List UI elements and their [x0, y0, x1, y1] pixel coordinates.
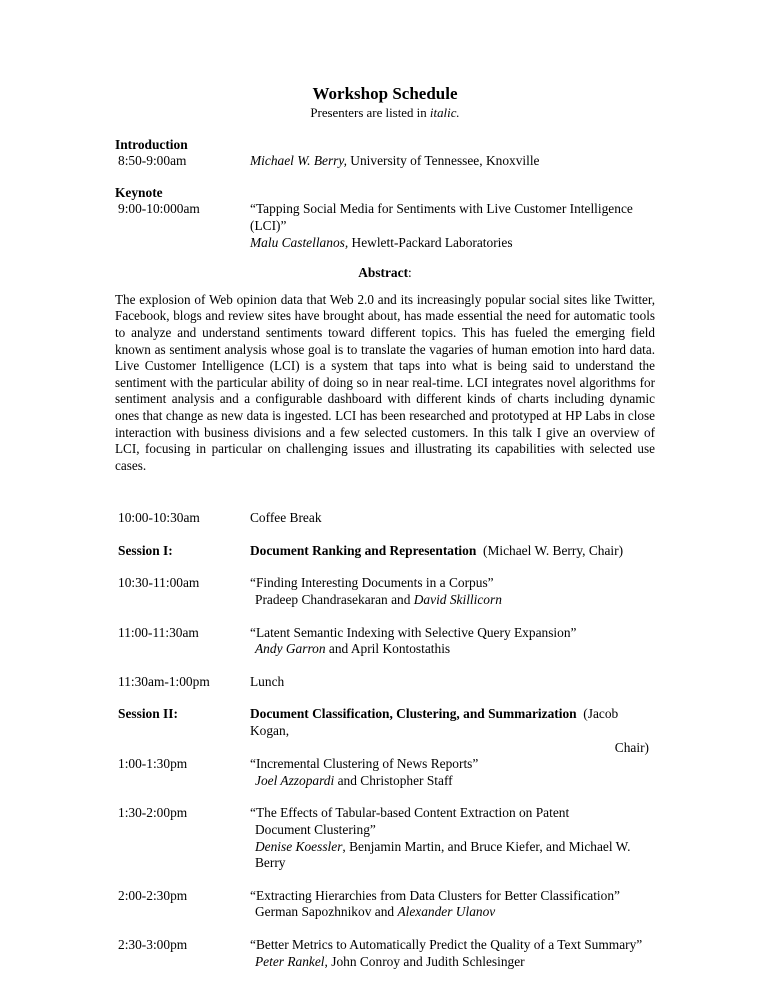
talk-desc — [250, 575, 655, 608]
introduction-heading: Introduction — [115, 136, 188, 152]
abstract-heading — [115, 265, 655, 282]
session-1-desc — [250, 543, 655, 560]
coffee-break-row — [115, 510, 655, 527]
session-2-title: Document Classification, Clustering, and Summarization — [250, 706, 577, 722]
authors-regular: and April Kontostathis — [325, 641, 451, 657]
talk-authors — [250, 954, 655, 971]
talk-time: 11:00-11:30am — [118, 624, 199, 640]
keynote-time: 9:00-10:000am — [118, 201, 200, 217]
lunch-label: Lunch — [250, 673, 285, 689]
speaker-affiliation: Hewlett-Packard Laboratories — [348, 234, 513, 250]
subtitle-italic-word: italic. — [429, 106, 460, 120]
session-1-title: Document Ranking and Representation — [250, 542, 477, 558]
authors-regular: , Benjamin Martin, and Bruce Kiefer, and Michael W. Berry — [255, 838, 631, 871]
talk-time: 2:00-2:30pm — [118, 887, 188, 903]
page-title: Workshop Schedule — [312, 84, 458, 103]
session-1-row — [115, 543, 655, 560]
talk-authors — [250, 839, 655, 872]
abstract-heading-word: Abstract — [358, 265, 409, 281]
authors-regular: German Sapozhnikov and — [255, 904, 398, 920]
talk-time: 10:30-11:00am — [118, 575, 200, 591]
coffee-break-label: Coffee Break — [250, 510, 322, 526]
introduction-desc — [250, 153, 655, 170]
coffee-break-time: 10:00-10:30am — [118, 510, 200, 526]
talk-desc — [250, 625, 655, 658]
talk-desc — [250, 888, 655, 921]
talk-title: “The Effects of Tabular-based Content Extraction on Patent — [250, 805, 570, 821]
session-2-row — [115, 706, 655, 756]
talk-authors — [250, 592, 655, 609]
talk-title: “Finding Interesting Documents in a Corpus” — [250, 575, 494, 591]
talk-time: 1:00-1:30pm — [118, 756, 188, 772]
abstract-heading-colon: : — [408, 265, 412, 281]
talk-time: 1:30-2:00pm — [118, 805, 188, 821]
talk-row — [115, 575, 655, 608]
author-presenter-italic: Andy Garron — [255, 641, 326, 657]
subtitle — [115, 105, 655, 122]
keynote-speaker-line — [250, 235, 655, 252]
talk-authors — [250, 641, 655, 658]
talk-title: “Incremental Clustering of News Reports” — [250, 756, 479, 772]
talk-row — [115, 756, 655, 789]
speaker-name-italic: Michael W. Berry, — [250, 153, 347, 169]
talk-authors — [250, 904, 655, 921]
authors-regular: and Christopher Staff — [334, 772, 453, 788]
session-2-chair: (Jacob Kogan, — [250, 706, 622, 739]
lunch-row — [115, 674, 655, 691]
author-presenter-italic: Joel Azzopardi — [255, 772, 335, 788]
talk-desc — [250, 805, 655, 871]
introduction-row — [115, 153, 655, 170]
talk-title-continued: Document Clustering” — [255, 822, 376, 837]
author-presenter-italic: Peter Rankel — [255, 953, 325, 969]
session-2-desc — [250, 706, 655, 756]
keynote-talk-title: “Tapping Social Media for Sentiments with Live Customer Intelligence (LCI)” — [250, 201, 633, 233]
talk-title: “Better Metrics to Automatically Predict the Quality of a Text Summary” — [250, 936, 643, 952]
speaker-affiliation: University of Tennessee, Knoxville — [346, 153, 540, 169]
author-presenter-italic: Alexander Ulanov — [397, 904, 496, 920]
keynote-desc — [250, 201, 655, 251]
authors-regular: Pradeep Chandrasekaran and — [255, 592, 414, 608]
talk-time: 2:30-3:00pm — [118, 936, 188, 952]
authors-regular: , John Conroy and Judith Schlesinger — [324, 953, 525, 969]
talk-row — [115, 805, 655, 871]
lunch-time: 11:30am-1:00pm — [118, 673, 210, 689]
session-1-chair: (Michael W. Berry, Chair) — [476, 542, 624, 558]
introduction-time: 8:50-9:00am — [118, 153, 187, 169]
speaker-name-italic: Malu Castellanos, — [250, 234, 349, 250]
session-2-title-line — [250, 706, 655, 739]
session-2-heading: Session II: — [118, 706, 178, 722]
talk-desc — [250, 756, 655, 789]
subtitle-prefix: Presenters are listed in — [310, 106, 430, 120]
author-presenter-italic: Denise Koessler — [255, 838, 343, 854]
abstract-body: The explosion of Web opinion data that Web 2.0 and its increasingly popular social sites like Twitter, Facebook, blogs and review sites have brought about, has made essential the need for automatic tools to analyze and understand sentiments toward different topics. This has fueled the emerging field known as sentiment analysis whose goal is to translate the vagaries of human emotion into hard data. Live Customer Intelligence (LCI) is a system that taps into what is being said to understand the sentiment with the particular ability of doing so in near real-time. LCI integrates novel algorithms for sentiment analysis and a configurable dashboard with different kinds of charts including dynamic ones that change as new data is ingested. LCI has been researched and prototyped at HP Labs in close interaction with business divisions and a few selected customers. In this talk I give an overview of LCI, focusing in particular on challenging issues and illustrating its capabilities with selected use cases. — [115, 291, 655, 473]
talk-desc — [250, 937, 655, 970]
session-1-heading: Session I: — [118, 542, 173, 558]
keynote-heading: Keynote — [115, 184, 163, 200]
talk-row — [115, 888, 655, 921]
talk-row — [115, 937, 655, 970]
talk-row — [115, 625, 655, 658]
session-2-chair-continued: Chair) — [614, 739, 649, 755]
talk-authors — [250, 773, 655, 790]
talk-title: “Extracting Hierarchies from Data Clusters for Better Classification” — [250, 887, 620, 903]
keynote-row — [115, 201, 655, 251]
talk-title: “Latent Semantic Indexing with Selective Query Expansion” — [250, 624, 577, 640]
author-presenter-italic: David Skillicorn — [413, 592, 502, 608]
